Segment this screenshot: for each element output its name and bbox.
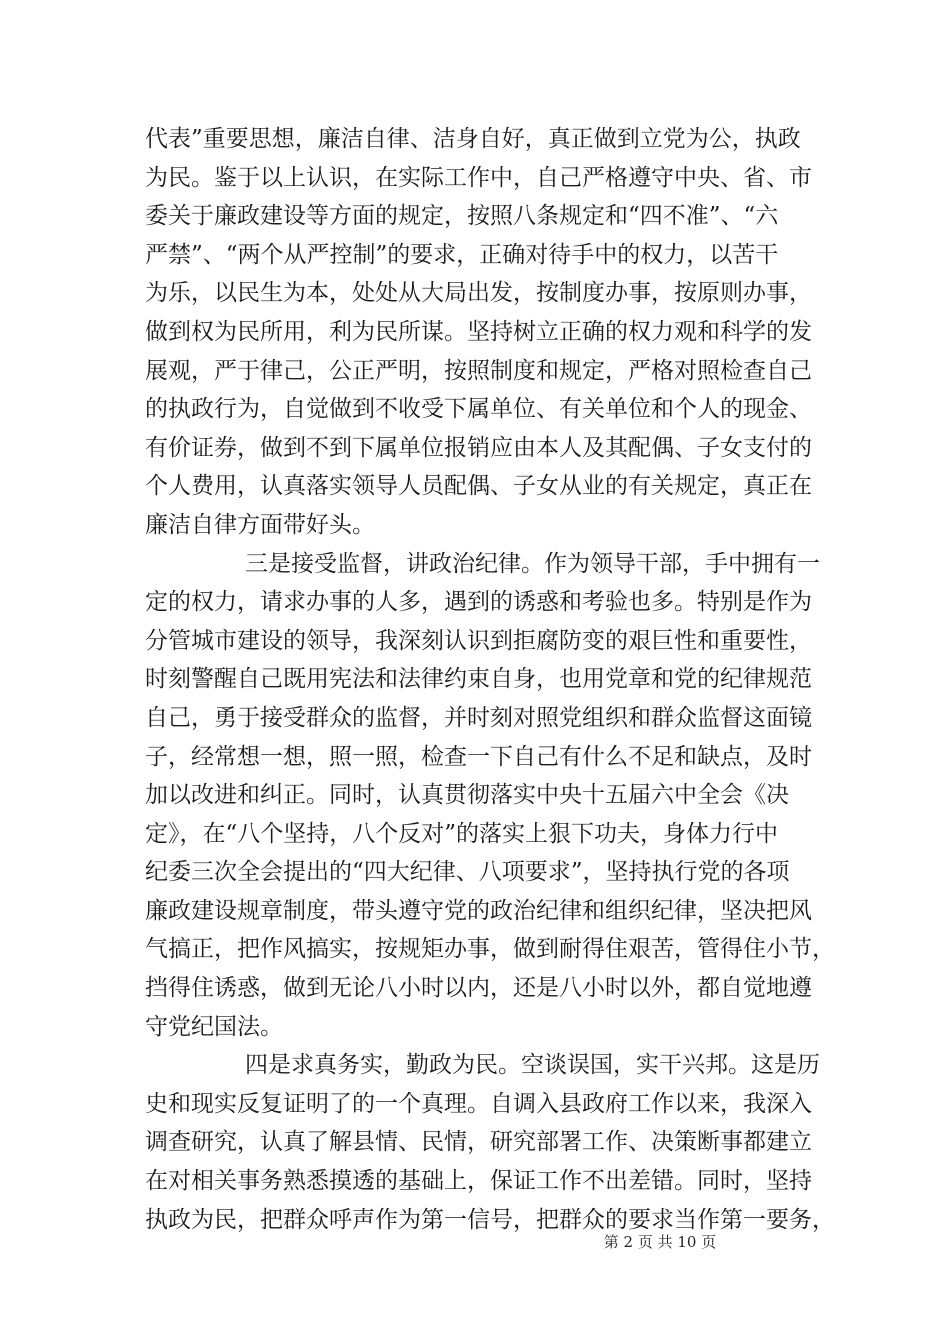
- text-line: 调查研究，认真了解县情、民情，研究部署工作、决策断事都建立: [145, 1129, 812, 1156]
- text-line: 为民。鉴于以上认识，在实际工作中，自己严格遵守中央、省、市: [145, 164, 812, 191]
- text-line: 为乐，以民生为本，处处从大局出发，按制度办事，按原则办事，: [145, 280, 812, 307]
- text-line: 挡得住诱惑，做到无论八小时以内，还是八小时以外，都自觉地遵: [145, 975, 812, 1002]
- text-line: 执政为民，把群众呼声作为第一信号，把群众的要求当作第一要务，: [145, 1206, 835, 1233]
- text-line: 委关于廉政建设等方面的规定，按照八条规定和“四不准”、“六: [145, 203, 779, 230]
- text-line: 代表”重要思想，廉洁自律、洁身自好，真正做到立党为公，执政: [145, 126, 801, 152]
- text-line: 在对相关事务熟悉摸透的基础上，保证工作不出差错。同时，坚持: [145, 1168, 812, 1195]
- paragraph-start-line: 四是求真务实，勤政为民。空谈误国，实干兴邦。这是历: [245, 1052, 820, 1079]
- paragraph-start-line: 三是接受监督，讲政治纪律。作为领导干部，手中拥有一: [245, 550, 820, 577]
- text-line: 展观，严于律己，公正严明，按照制度和规定，严格对照检查自己: [145, 357, 812, 384]
- text-line: 定的权力，请求办事的人多，遇到的诱惑和考验也多。特别是作为: [145, 589, 812, 616]
- text-line: 有价证券，做到不到下属单位报销应由本人及其配偶、子女支付的: [145, 434, 812, 461]
- text-line: 廉政建设规章制度，带头遵守党的政治纪律和组织纪律，坚决把风: [145, 897, 812, 924]
- text-line: 自己，勇于接受群众的监督，并时刻对照党组织和群众监督这面镜: [145, 704, 812, 731]
- body-text: [145, 120, 835, 1239]
- text-line: 分管城市建设的领导，我深刻认识到拒腐防变的艰巨性和重要性，: [145, 627, 812, 654]
- text-line: 个人费用，认真落实领导人员配偶、子女从业的有关规定，真正在: [145, 473, 812, 500]
- text-line: 加以改进和纠正。同时，认真贯彻落实中央十五届六中全会《决: [145, 782, 789, 809]
- text-line: 气搞正，把作风搞实，按规矩办事，做到耐得住艰苦，管得住小节，: [145, 936, 835, 963]
- text-line: 时刻警醒自己既用宪法和法律约束自身，也用党章和党的纪律规范: [145, 666, 812, 693]
- text-line: 严禁”、“两个从严控制”的要求，正确对待手中的权力，以苦干: [145, 241, 779, 268]
- text-line: 纪委三次全会提出的“四大纪律、八项要求”，坚持执行党的各项: [145, 859, 790, 886]
- text-line: 做到权为民所用，利为民所谋。坚持树立正确的权力观和科学的发: [145, 318, 812, 345]
- text-line: 定》，在“八个坚持，八个反对”的落实上狠下功夫，身体力行中: [145, 820, 779, 847]
- text-line: 子，经常想一想，照一照，检查一下自己有什么不足和缺点，及时: [145, 743, 812, 770]
- text-line: 史和现实反复证明了的一个真理。自调入县政府工作以来，我深入: [145, 1090, 812, 1117]
- text-line: 守党纪国法。: [145, 1013, 283, 1040]
- text-line: 廉洁自律方面带好头。: [145, 511, 375, 538]
- page-number-footer: 第 2 页 共 10 页: [603, 1233, 717, 1251]
- text-line: 的执政行为，自觉做到不收受下属单位、有关单位和个人的现金、: [145, 396, 812, 423]
